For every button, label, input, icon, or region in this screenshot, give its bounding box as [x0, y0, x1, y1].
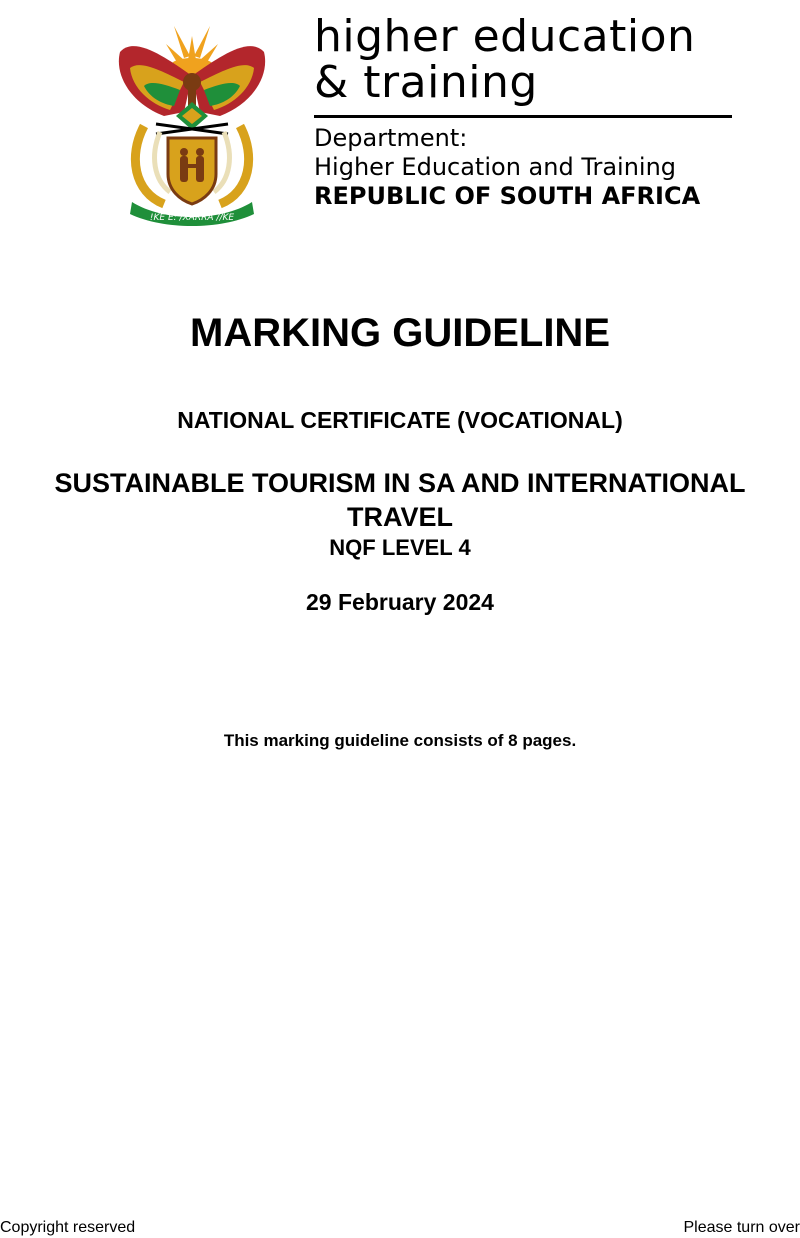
department-name-block	[314, 124, 700, 211]
country-name: REPUBLIC OF SOUTH AFRICA	[314, 182, 701, 210]
brand-line-2: & training	[314, 57, 538, 108]
subject-line-2: TRAVEL	[347, 502, 453, 532]
department-label: Department:	[314, 124, 468, 152]
department-brand	[314, 11, 744, 210]
brand-line-1: higher education	[314, 11, 696, 62]
turn-over-notice: Please turn over	[683, 1219, 800, 1236]
svg-text:!KE E: /XARRA //KE: !KE E: /XARRA //KE	[149, 213, 235, 223]
document-title: MARKING GUIDELINE	[190, 311, 610, 355]
copyright-notice: Copyright reserved	[0, 1219, 136, 1236]
page-count-note: This marking guideline consists of 8 pages.	[223, 731, 577, 750]
exam-date: 29 February 2024	[306, 589, 494, 615]
south-africa-coat-of-arms-icon	[104, 16, 280, 226]
certificate-name: NATIONAL CERTIFICATE (VOCATIONAL)	[177, 407, 623, 433]
department-name: Higher Education and Training	[314, 153, 677, 181]
brand-divider	[314, 115, 732, 118]
nqf-level: NQF LEVEL 4	[329, 535, 471, 560]
subject-name	[0, 466, 800, 534]
subject-line-1: SUSTAINABLE TOURISM IN SA AND INTERNATIONAL	[54, 468, 746, 498]
